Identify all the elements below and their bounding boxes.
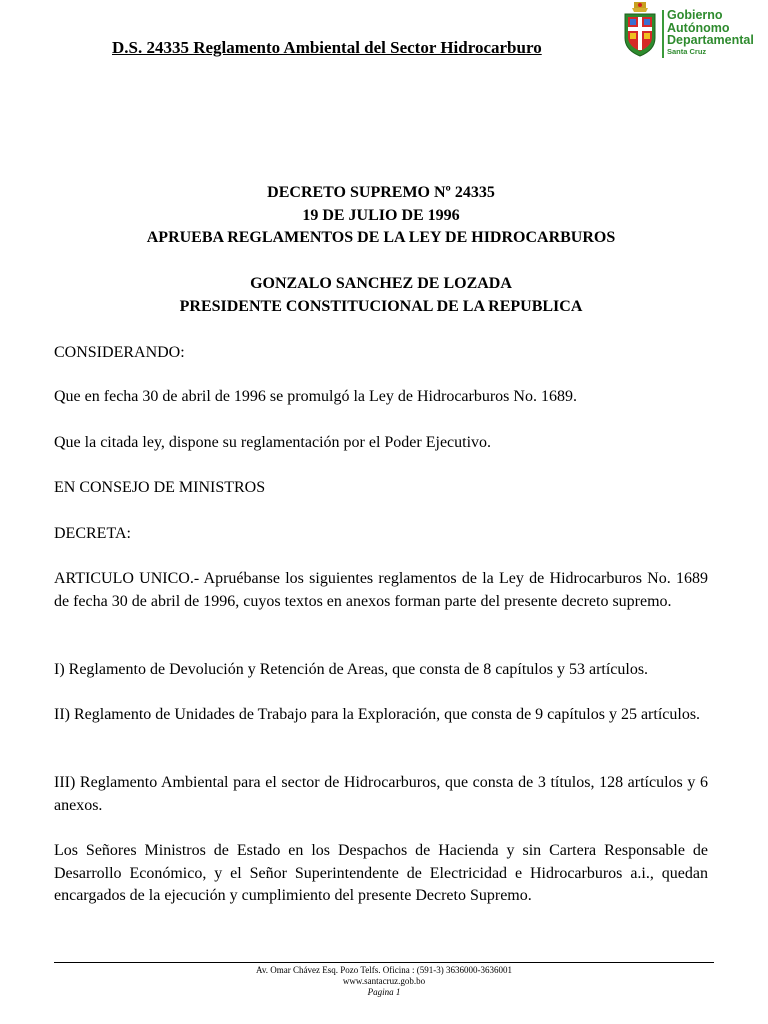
considerando-label: CONSIDERANDO:	[54, 344, 185, 361]
reglamento-item-1: I) Reglamento de Devolución y Retención de Areas, que consta de 8 capítulos y 53 artículos.	[54, 661, 649, 678]
articulo-unico: ARTICULO UNICO.- Apruébanse los siguientes reglamentos de la Ley de Hidrocarburos No. 1689 de fecha 30 de abril de 1996, cuyos textos en anexos forman parte del presente decreto supremo.	[54, 570, 708, 610]
president-heading	[54, 273, 708, 318]
government-logo	[622, 0, 762, 62]
president-title: PRESIDENTE CONSTITUCIONAL DE LA REPUBLICA	[179, 297, 583, 315]
page-number: Pagina 1	[367, 987, 401, 997]
footer-website[interactable]: www.santacruz.gob.bo	[342, 976, 426, 986]
decree-date: 19 DE JULIO DE 1996	[302, 206, 460, 224]
logo-line-3: Departamental	[667, 33, 754, 47]
logo-text	[667, 9, 754, 56]
paragraph-reglamentacion: Que la citada ley, dispone su reglamentación por el Poder Ejecutivo.	[54, 434, 492, 451]
decree-number: DECRETO SUPREMO Nº 24335	[267, 184, 495, 201]
logo-divider	[662, 10, 664, 58]
logo-line-2: Autónomo	[667, 20, 730, 35]
footer-divider	[54, 962, 714, 963]
reglamento-item-3: III) Reglamento Ambiental para el sector de Hidrocarburos, que consta de 3 títulos, 128 artículos y 6 anexos.	[54, 774, 708, 814]
reglamento-item-2: II) Reglamento de Unidades de Trabajo para la Exploración, que consta de 9 capítulos y 25 artículos.	[54, 706, 701, 723]
consejo-label: EN CONSEJO DE MINISTROS	[54, 479, 266, 496]
coat-of-arms-icon	[622, 0, 658, 58]
decree-subject: APRUEBA REGLAMENTOS DE LA LEY DE HIDROCARBUROS	[146, 229, 616, 246]
logo-line-1: Gobierno	[667, 8, 723, 22]
footer-address: Av. Omar Chávez Esq. Pozo Telfs. Oficina : (591-3) 3636000-3636001	[256, 965, 512, 975]
document-header-title: D.S. 24335 Reglamento Ambiental del Sector Hidrocarburo	[112, 38, 542, 57]
logo-line-4: Santa Cruz	[667, 46, 707, 56]
decreta-label: DECRETA:	[54, 525, 131, 542]
closing-paragraph: Los Señores Ministros de Estado en los Despachos de Hacienda y sin Cartera Responsable de Desarrollo Económico, y el Señor Superintendente de Electricidad e Hidrocarburos a.i., quedan encargados de la ejecución y cumplimiento del presente Decreto Supremo.	[54, 842, 708, 904]
president-name: GONZALO SANCHEZ DE LOZADA	[250, 275, 512, 292]
paragraph-ley: Que en fecha 30 de abril de 1996 se promulgó la Ley de Hidrocarburos No. 1689.	[54, 388, 577, 405]
page-footer	[54, 965, 714, 998]
decree-heading	[54, 182, 708, 250]
